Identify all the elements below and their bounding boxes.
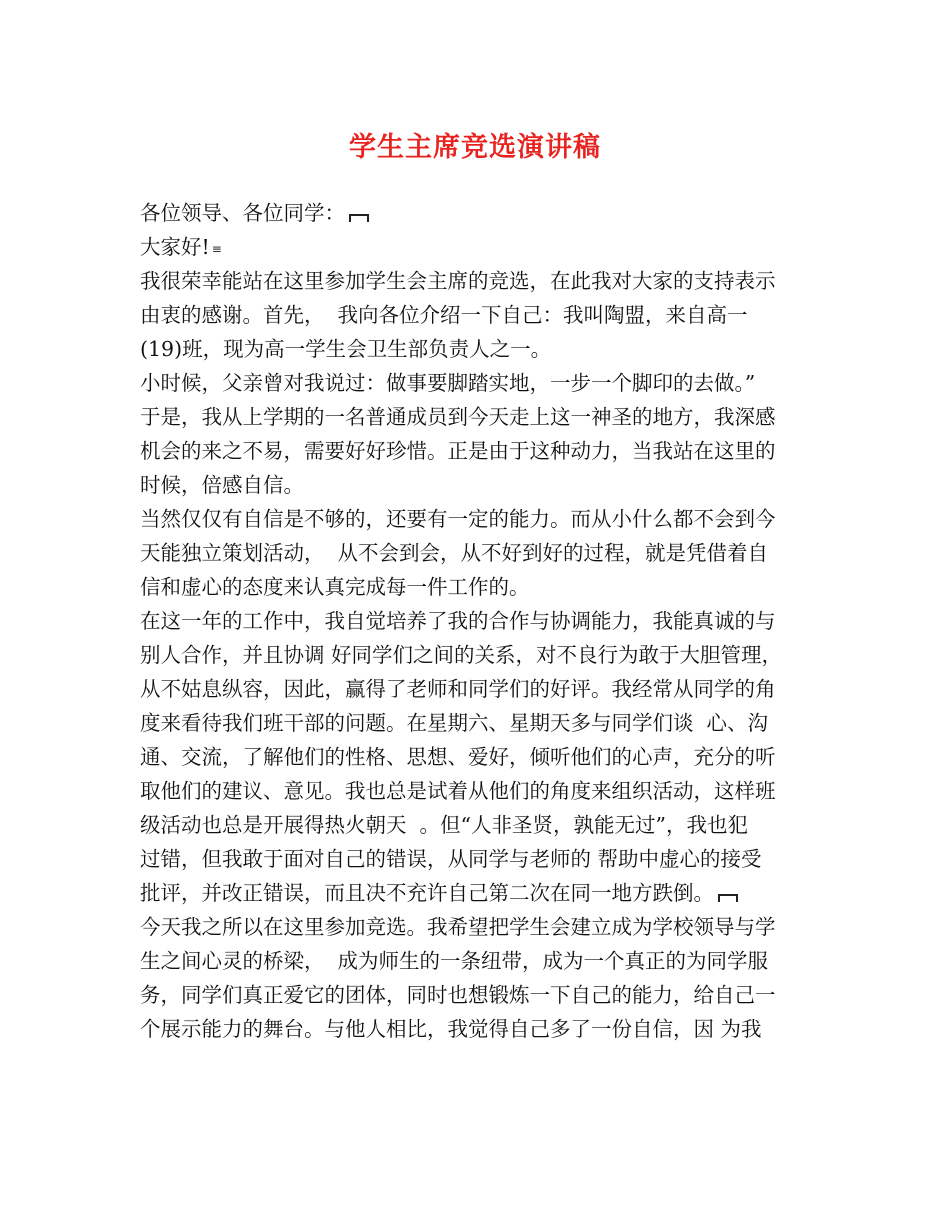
bracket-mark-icon [718,894,738,902]
text-line-content: 批评，并改正错误，而且决不充许自己第二次在同一地方跌倒。 [140,881,714,905]
text-line-content: 当然仅仅有自信是不够的，还要有一定的能力。而从小什么都不会到今 [140,507,776,531]
text-line [140,468,815,502]
text-line [140,706,815,740]
text-line [140,264,815,298]
text-line [140,332,815,366]
text-line [140,196,815,230]
text-line [140,774,815,808]
text-line [140,434,815,468]
text-line [140,808,815,842]
text-line-content: 由衷的感谢。首先， 我向各位介绍一下自己：我叫陶盟，来自高一 [140,303,748,327]
text-line [140,910,815,944]
text-line-content: (19)班，现为高一学生会卫生部负责人之一。 [140,337,552,361]
text-line-content: 机会的来之不易，需要好好珍惜。正是由于这种动力，当我站在这里的 [140,439,776,463]
text-line-content: 在这一年的工作中，我自觉培养了我的合作与协调能力，我能真诚的与 [140,609,776,633]
text-line-content: 度来看待我们班干部的问题。在星期六、星期天多与同学们谈 心、沟 [140,711,769,735]
text-line-content: 信和虚心的态度来认真完成每一件工作的。 [140,575,530,599]
text-line [140,502,815,536]
document-title: 学生主席竞选演讲稿 [349,132,601,163]
document-body [140,196,815,1046]
text-line [140,536,815,570]
text-line-content: 小时候，父亲曾对我说过：做事要脚踏实地，一步一个脚印的去做。” [140,371,756,395]
text-line-content: 务，同学们真正爱它的团体，同时也想锻炼一下自己的能力，给自己一 [140,983,776,1007]
small-glyph-mark: ≡ [211,241,222,256]
text-line-content: 各位领导、各位同学： [140,201,345,225]
text-line [140,604,815,638]
text-line-content: 生之间心灵的桥梁， 成为师生的一条纽带，成为一个真正的为同学服 [140,949,769,973]
bracket-mark-icon [349,214,369,222]
text-line [140,672,815,706]
text-line [140,638,815,672]
text-line-content: 今天我之所以在这里参加竞选。我希望把学生会建立成为学校领导与学 [140,915,776,939]
text-line-content: 级活动也总是开展得热火朝天 。但“人非圣贤，孰能无过”，我也犯 [140,813,748,837]
text-line [140,740,815,774]
text-line-content: 别人合作，并且协调 好同学们之间的关系，对不良行为敢于大胆管理， [140,643,783,667]
text-line-content: 通、交流，了解他们的性格、思想、爱好，倾听他们的心声，充分的听 [140,745,776,769]
text-line [140,876,815,910]
text-line [140,944,815,978]
text-line [140,298,815,332]
text-line [140,400,815,434]
text-line [140,230,815,264]
text-line [140,1012,815,1046]
text-line-content: 取他们的建议、意见。我也总是试着从他们的角度来组织活动，这样班 [140,779,776,803]
text-line-content: 从不姑息纵容，因此，赢得了老师和同学们的好评。我经常从同学的角 [140,677,776,701]
text-line-content: 天能独立策划活动， 从不会到会，从不好到好的过程，就是凭借着自 [140,541,769,565]
text-line [140,570,815,604]
text-line-content: 大家好! [140,235,210,259]
text-line-content: 过错，但我敢于面对自己的错误，从同学与老师的 帮助中虚心的接受 [140,847,762,871]
text-line-content: 我很荣幸能站在这里参加学生会主席的竞选，在此我对大家的支持表示 [140,269,776,293]
text-line [140,978,815,1012]
text-line-content: 个展示能力的舞台。与他人相比，我觉得自己多了一份自信，因 为我 [140,1017,762,1041]
text-line-content: 时候，倍感自信。 [140,473,304,497]
text-line [140,366,815,400]
text-line-content: 于是，我从上学期的一名普通成员到今天走上这一神圣的地方，我深感 [140,405,776,429]
text-line [140,842,815,876]
